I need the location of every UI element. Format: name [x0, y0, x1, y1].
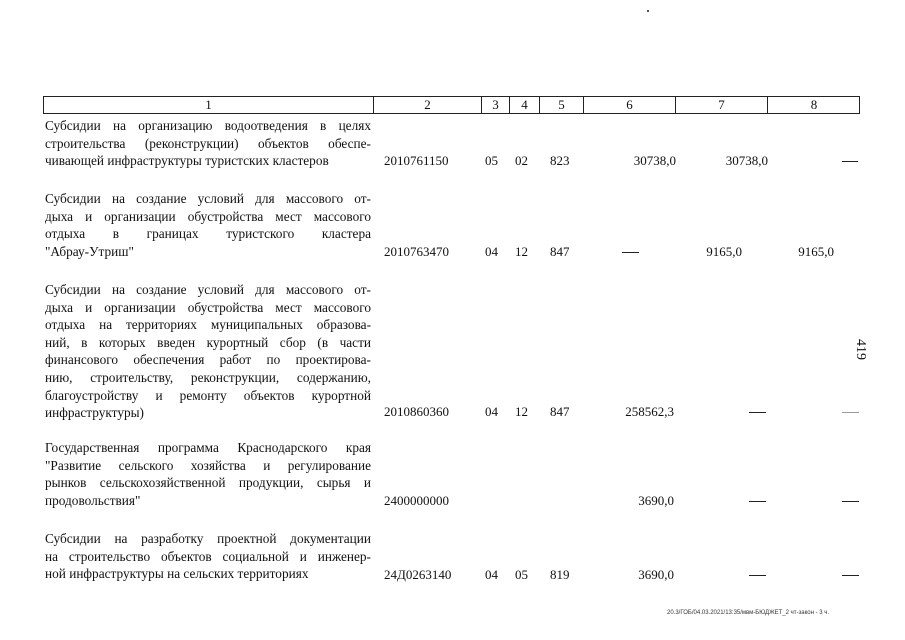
description-line: Субсидии на разработку проектной документации [45, 531, 371, 546]
description-line: Субсидии на создание условий для массового от- [45, 191, 371, 206]
page-number: 419 [853, 339, 868, 360]
description-line: ной инфраструктуры на сельских территориях [45, 566, 309, 582]
description-line: на строительство объектов социальной и инженер- [45, 548, 371, 564]
description-line: рынков сельскохозяйственной продукции, сырья и [45, 475, 371, 491]
description-line: ний, в которых введен курортный сбор (в части [45, 334, 371, 350]
amount-col-6: 30738,0 [633, 153, 676, 168]
row-description [45, 117, 371, 170]
row-description [45, 439, 371, 509]
dash-col-7 [749, 575, 766, 576]
expense-type-code: 819 [550, 567, 570, 582]
amount-col-6: 3690,0 [638, 567, 674, 582]
description-line: благоустройству и ремонту объектов курортной [45, 387, 371, 403]
subsection-code: 12 [515, 244, 528, 259]
header-col-3: 3 [482, 97, 510, 113]
dash-col-7 [749, 501, 766, 502]
header-col-4: 4 [510, 97, 540, 113]
dash-col-8 [842, 412, 859, 413]
scan-speck [647, 10, 649, 12]
row-description [45, 530, 371, 583]
description-line: инфраструктуры) [45, 405, 144, 421]
header-col-5: 5 [540, 97, 584, 113]
document-footer: 20.3/ГОБ/04.03.2021/13:35/мвм-БЮДЖЕТ_2 чт-закон - 3 ч. [667, 610, 830, 616]
description-line: отдыха в границах туристского кластера [45, 226, 371, 242]
dash-col-7 [749, 412, 766, 413]
description-line: дыха и организации обустройства мест массового [45, 299, 371, 315]
description-line: продовольствия" [45, 492, 141, 508]
description-line: нию, строительству, реконструкции, содержанию, [45, 369, 371, 385]
section-code: 05 [485, 153, 498, 168]
dash-col-6 [622, 252, 639, 253]
row-description [45, 281, 371, 422]
expense-type-code: 847 [550, 244, 570, 259]
description-line: Субсидии на создание условий для массового от- [45, 282, 371, 297]
expense-type-code: 823 [550, 153, 570, 168]
description-line: финансового обеспечения работ по проектирова- [45, 352, 371, 368]
target-code: 24Д0263140 [384, 567, 452, 582]
section-code: 04 [485, 404, 498, 419]
dash-col-8 [842, 161, 858, 162]
description-line: строительства (реконструкции) объектов обеспе- [45, 135, 371, 151]
description-line: отдыха на территориях муниципальных образова- [45, 317, 371, 333]
target-code: 2010860360 [384, 404, 449, 419]
target-code: 2400000000 [384, 493, 449, 508]
amount-col-8: 9165,0 [798, 244, 834, 259]
table-header [43, 96, 860, 114]
dash-col-8 [842, 575, 859, 576]
header-col-1: 1 [44, 97, 374, 113]
description-line: дыха и организации обустройства мест массового [45, 208, 371, 224]
subsection-code: 12 [515, 404, 528, 419]
section-code: 04 [485, 567, 498, 582]
target-code: 2010763470 [384, 244, 449, 259]
amount-col-7: 30738,0 [725, 153, 768, 168]
description-line: "Развитие сельского хозяйства и регулирование [45, 457, 371, 473]
description-line: Субсидии на организацию водоотведения в целях [45, 118, 371, 133]
row-description [45, 190, 371, 260]
amount-col-7: 9165,0 [706, 244, 742, 259]
header-col-7: 7 [676, 97, 768, 113]
subsection-code: 02 [515, 153, 528, 168]
section-code: 04 [485, 244, 498, 259]
description-line: Государственная программа Краснодарского края [45, 440, 371, 455]
dash-col-8 [842, 501, 859, 502]
target-code: 2010761150 [384, 153, 449, 168]
description-line: чивающей инфраструктуры туристских кластеров [45, 153, 329, 169]
description-line: "Абрау-Утриш" [45, 243, 134, 259]
header-col-2: 2 [374, 97, 482, 113]
expense-type-code: 847 [550, 404, 570, 419]
amount-col-6: 258562,3 [625, 404, 674, 419]
subsection-code: 05 [515, 567, 528, 582]
amount-col-6: 3690,0 [638, 493, 674, 508]
header-col-6: 6 [584, 97, 676, 113]
header-col-8: 8 [810, 97, 818, 112]
